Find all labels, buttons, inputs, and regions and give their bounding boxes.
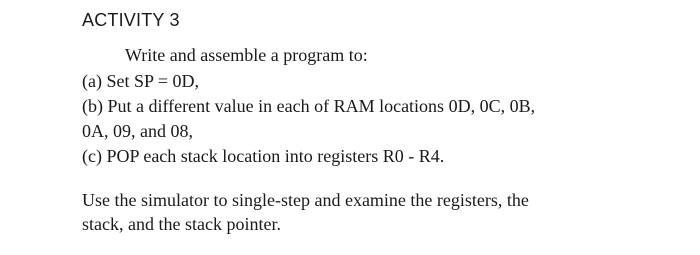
- task-item-c: (c) POP each stack location into registers R0 - R4.: [82, 146, 445, 166]
- simulator-note-line-1: Use the simulator to single-step and examine the registers, the: [82, 190, 529, 210]
- task-item-b-continued: 0A, 09, and 08,: [82, 121, 193, 141]
- instruction-intro: Write and assemble a program to:: [125, 45, 368, 65]
- simulator-note-line-2: stack, and the stack pointer.: [82, 214, 281, 234]
- task-item-b: (b) Put a different value in each of RAM locations 0D, 0C, 0B,: [82, 96, 536, 116]
- task-item-a: (a) Set SP = 0D,: [82, 71, 199, 91]
- activity-heading: ACTIVITY 3: [82, 10, 180, 30]
